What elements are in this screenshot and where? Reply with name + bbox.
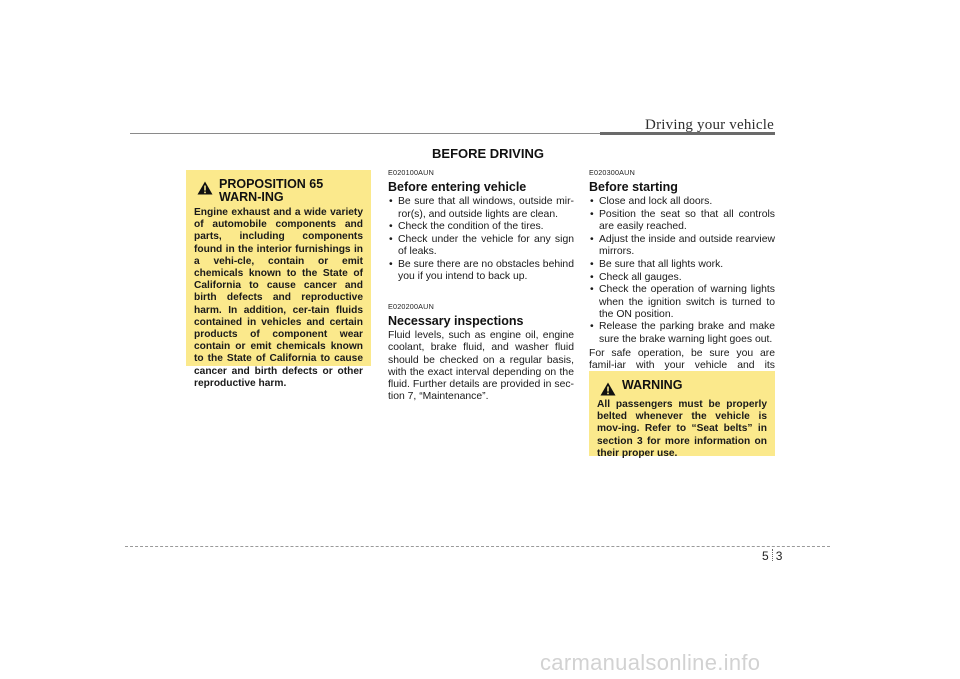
prop65-warning-box xyxy=(186,170,371,389)
seatbelt-warning-box xyxy=(589,371,775,459)
starting-code: E020300AUN xyxy=(589,168,635,177)
entering-code: E020100AUN xyxy=(388,168,434,177)
entering-title: Before entering vehicle xyxy=(388,180,527,195)
list-item: • Check all gauges. xyxy=(589,272,775,284)
footer-rule xyxy=(125,546,830,547)
entering-list xyxy=(388,196,574,283)
warning-title: WARNING xyxy=(622,378,683,392)
starting-body: For safe operation, be sure you are famil-iar with your vehicle and its xyxy=(589,347,775,372)
inspections-title: Necessary inspections xyxy=(388,314,524,329)
page-number xyxy=(762,549,782,563)
warning-header xyxy=(597,379,767,396)
inspections-code: E020200AUN xyxy=(388,301,434,311)
starting-list xyxy=(589,196,775,345)
prop65-header xyxy=(194,178,363,204)
list-item: • Close and lock all doors. xyxy=(589,196,775,208)
prop65-title: PROPOSITION 65 WARN-ING xyxy=(219,177,324,204)
section-title: BEFORE DRIVING xyxy=(432,146,544,161)
header-rule-accent xyxy=(600,132,775,135)
warning-body: All passengers must be properly belted whenever the vehicle is mov-ing. Refer to “Seat belts” in section 3 for more information on their proper use. xyxy=(597,399,767,459)
warning-triangle-icon xyxy=(197,181,213,195)
page-header-title: Driving your vehicle xyxy=(645,117,774,133)
watermark: carmanualsonline.info xyxy=(540,650,761,675)
list-item: • Be sure that all lights work. xyxy=(589,259,775,271)
starting-title: Before starting xyxy=(589,180,678,195)
prop65-body: Engine exhaust and a wide variety of automobile components and parts, including components found in the interior furnishings in a vehi-cle, contain or emit chemicals known to the State of California to cause cancer and birth defects and reproductive harm. In addition, cer-tain fluids contained in vehicles and certain products of component wear contain or emit chemicals known to the State of California to cause cancer and birth defects or other reproductive harm. xyxy=(194,207,363,389)
list-item: • Check the condition of the tires. xyxy=(388,221,574,233)
chapter-number: 5 xyxy=(762,549,769,563)
warning-triangle-icon xyxy=(600,382,616,396)
list-item: • Be sure that all windows, outside mir-ror(s), and outside lights are clean. xyxy=(388,196,574,220)
list-item: • Adjust the inside and outside rearview mirrors. xyxy=(589,234,775,258)
list-item: • Release the parking brake and make sure the brake warning light goes out. xyxy=(589,321,775,345)
list-item: • Check the operation of warning lights when the ignition switch is turned to the ON position. xyxy=(589,284,775,321)
list-item: • Check under the vehicle for any sign of leaks. xyxy=(388,234,574,258)
right-column xyxy=(589,167,775,384)
middle-column xyxy=(388,167,574,403)
list-item: • Be sure there are no obstacles behind you if you intend to back up. xyxy=(388,259,574,283)
inspections-body: Fluid levels, such as engine oil, engine coolant, brake fluid, and washer fluid should be checked on a regular basis, with the exact interval depending on the fluid. Further details are provided in sec-tion 7, “Maintenance”. xyxy=(388,330,574,403)
list-item: • Position the seat so that all controls are easily reached. xyxy=(589,209,775,233)
page-number-value: 3 xyxy=(775,549,783,563)
page-number-divider xyxy=(772,549,773,561)
